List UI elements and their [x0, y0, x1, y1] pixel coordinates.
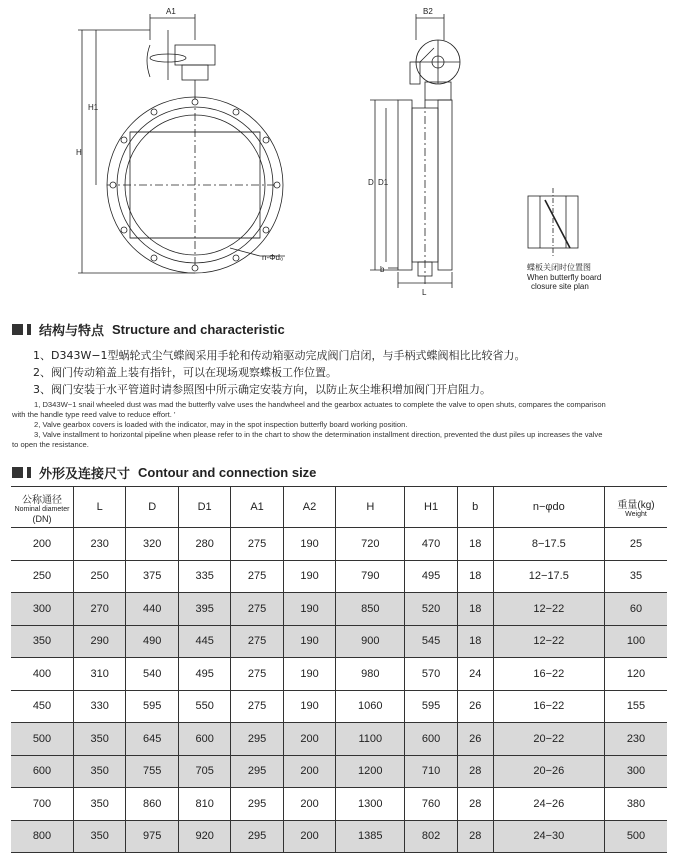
table-cell: 600: [178, 723, 230, 756]
heading-bar-icon: [27, 467, 31, 478]
table-cell: 1300: [336, 788, 405, 821]
table-cell: 720: [336, 528, 405, 561]
table-cell: 8−17.5: [493, 528, 604, 561]
table-cell: 802: [405, 820, 457, 853]
table-cell: 200: [283, 755, 335, 788]
bolt-hole-label: n-Φd₀: [262, 253, 284, 262]
table-cell: 250: [74, 560, 126, 593]
table-cell: 320: [126, 528, 178, 561]
table-cell: 190: [283, 658, 335, 691]
table-cell: 800: [11, 820, 74, 853]
table-cell: 300: [11, 593, 74, 626]
table-row: [11, 658, 667, 691]
table-cell: 1200: [336, 755, 405, 788]
table-cell: 350: [74, 788, 126, 821]
table-cell: 700: [11, 788, 74, 821]
table-cell: 850: [336, 593, 405, 626]
table-row: [11, 690, 667, 723]
table-cell: 100: [605, 625, 668, 658]
table-cell: 600: [11, 755, 74, 788]
table-cell: 275: [231, 593, 283, 626]
table-cell: 490: [126, 625, 178, 658]
table-cell: 520: [405, 593, 457, 626]
header-l: L: [74, 487, 126, 528]
table-cell: 20−26: [493, 755, 604, 788]
table-cell: 860: [126, 788, 178, 821]
table-cell: 595: [126, 690, 178, 723]
table-cell: 12−17.5: [493, 560, 604, 593]
table-cell: 755: [126, 755, 178, 788]
table-cell: 190: [283, 593, 335, 626]
table-row: [11, 593, 667, 626]
table-cell: 280: [178, 528, 230, 561]
table-cell: 710: [405, 755, 457, 788]
table-row: [11, 820, 667, 853]
table-cell: 1100: [336, 723, 405, 756]
table-cell: 275: [231, 658, 283, 691]
header-a1: A1: [231, 487, 283, 528]
point-1-en-b: with the handle type reed valve to reduce effort. ': [12, 410, 176, 419]
header-b: b: [457, 487, 493, 528]
table-cell: 230: [605, 723, 668, 756]
header-dn: 公称通径 Nominal diameter (DN): [11, 487, 74, 528]
header-h: H: [336, 487, 405, 528]
table-cell: 120: [605, 658, 668, 691]
table-cell: 545: [405, 625, 457, 658]
table-cell: 440: [126, 593, 178, 626]
table-cell: 155: [605, 690, 668, 723]
table-cell: 230: [74, 528, 126, 561]
table-cell: 705: [178, 755, 230, 788]
valve-technical-drawing: [0, 0, 676, 300]
table-cell: 190: [283, 528, 335, 561]
table-cell: 28: [457, 755, 493, 788]
table-cell: 25: [605, 528, 668, 561]
table-header-row: [11, 487, 667, 528]
table-cell: 400: [11, 658, 74, 691]
table-cell: 550: [178, 690, 230, 723]
table-cell: 20−22: [493, 723, 604, 756]
table-cell: 200: [11, 528, 74, 561]
heading-square-icon: [12, 467, 23, 478]
table-cell: 375: [126, 560, 178, 593]
heading-square-icon: [12, 324, 23, 335]
table-cell: 500: [11, 723, 74, 756]
dim-b2-label: B2: [423, 7, 433, 16]
header-weight: 重量(kg) Weight: [605, 487, 668, 528]
table-cell: 975: [126, 820, 178, 853]
table-cell: 16−22: [493, 690, 604, 723]
table-cell: 190: [283, 625, 335, 658]
table-row: [11, 723, 667, 756]
point-2-en: 2, Valve gearbox covers is loaded with the indicator, may in the spot inspection butterfly board working position.: [34, 420, 408, 429]
table-cell: 275: [231, 528, 283, 561]
dim-h-label: H: [76, 148, 82, 157]
header-bolt: n−φdo: [493, 487, 604, 528]
closure-site-plan: [528, 188, 578, 256]
table-cell: 18: [457, 593, 493, 626]
table-cell: 16−22: [493, 658, 604, 691]
table-cell: 275: [231, 625, 283, 658]
table-cell: 270: [74, 593, 126, 626]
dim-a1-label: A1: [166, 7, 176, 16]
point-2-cn: 2、阀门传动箱盖上装有指针，可以在现场观察蝶板工作位置。: [33, 366, 337, 379]
table-cell: 1060: [336, 690, 405, 723]
table-cell: 310: [74, 658, 126, 691]
table-cell: 295: [231, 788, 283, 821]
contour-title-en: Contour and connection size: [138, 465, 317, 480]
table-cell: 200: [283, 788, 335, 821]
table-cell: 450: [11, 690, 74, 723]
structure-title-en: Structure and characteristic: [112, 322, 285, 337]
point-3-en-a: 3, Valve installment to horizontal pipeline when please refer to in the chart to show the determination installment direction, prevented the dust piles up increases the valve: [34, 430, 603, 439]
side-view: [370, 14, 460, 288]
table-cell: 790: [336, 560, 405, 593]
table-cell: 495: [178, 658, 230, 691]
point-1-en-a: 1, D343W−1 snail wheeled dust was mad the butterfly valve uses the handwheel and the gearbox actuates to complete the valve to open shuts, compares the comparison: [34, 400, 606, 409]
table-cell: 350: [11, 625, 74, 658]
table-cell: 920: [178, 820, 230, 853]
table-cell: 18: [457, 560, 493, 593]
table-cell: 24−30: [493, 820, 604, 853]
front-view: [78, 14, 285, 273]
table-cell: 645: [126, 723, 178, 756]
table-row: [11, 528, 667, 561]
table-cell: 445: [178, 625, 230, 658]
dim-l-label: L: [422, 288, 427, 297]
table-cell: 295: [231, 723, 283, 756]
table-cell: 26: [457, 690, 493, 723]
table-cell: 290: [74, 625, 126, 658]
table-cell: 980: [336, 658, 405, 691]
table-cell: 275: [231, 690, 283, 723]
structure-title-cn: 结构与特点: [39, 324, 105, 339]
table-cell: 250: [11, 560, 74, 593]
contour-section-heading: [12, 463, 316, 482]
table-cell: 300: [605, 755, 668, 788]
table-cell: 12−22: [493, 593, 604, 626]
point-1-cn: 1、D343W−1型蜗轮式尘气蝶阀采用手轮和传动箱驱动完成阀门启闭，与手柄式蝶阀相比比较省力。: [33, 349, 526, 362]
table-row: [11, 625, 667, 658]
dim-d-label: D: [368, 178, 374, 187]
header-h1: H1: [405, 487, 457, 528]
table-cell: 350: [74, 723, 126, 756]
table-cell: 190: [283, 690, 335, 723]
table-cell: 60: [605, 593, 668, 626]
header-a2: A2: [283, 487, 335, 528]
table-cell: 35: [605, 560, 668, 593]
table-cell: 330: [74, 690, 126, 723]
structure-section-heading: [12, 320, 285, 339]
table-cell: 350: [74, 820, 126, 853]
closure-note-en-2: closure site plan: [531, 282, 589, 291]
contour-title-cn: 外形及连接尺寸: [39, 467, 131, 482]
table-cell: 810: [178, 788, 230, 821]
closure-note-cn: 蝶板关闭时位置图: [527, 263, 591, 272]
table-cell: 335: [178, 560, 230, 593]
table-cell: 24: [457, 658, 493, 691]
table-cell: 350: [74, 755, 126, 788]
heading-bar-icon: [27, 324, 31, 335]
structure-english-text: [12, 400, 668, 450]
table-cell: 28: [457, 820, 493, 853]
table-cell: 395: [178, 593, 230, 626]
table-cell: 18: [457, 625, 493, 658]
table-cell: 380: [605, 788, 668, 821]
header-d1: D1: [178, 487, 230, 528]
dimension-table: [11, 486, 667, 853]
table-cell: 600: [405, 723, 457, 756]
table-row: [11, 560, 667, 593]
table-cell: 570: [405, 658, 457, 691]
table-cell: 12−22: [493, 625, 604, 658]
table-cell: 200: [283, 723, 335, 756]
table-cell: 190: [283, 560, 335, 593]
dim-d1-label: D1: [378, 178, 389, 187]
table-row: [11, 755, 667, 788]
dim-b-label: b: [380, 265, 385, 274]
point-3-en-b: to open the resistance.: [12, 440, 89, 449]
header-d: D: [126, 487, 178, 528]
table-cell: 295: [231, 820, 283, 853]
table-cell: 595: [405, 690, 457, 723]
closure-note-en-1: When butterfly board: [527, 273, 602, 282]
table-cell: 500: [605, 820, 668, 853]
table-cell: 275: [231, 560, 283, 593]
dim-h1-label: H1: [88, 103, 99, 112]
table-cell: 540: [126, 658, 178, 691]
table-cell: 495: [405, 560, 457, 593]
table-cell: 760: [405, 788, 457, 821]
table-cell: 900: [336, 625, 405, 658]
table-cell: 470: [405, 528, 457, 561]
table-cell: 295: [231, 755, 283, 788]
table-row: [11, 788, 667, 821]
table-cell: 200: [283, 820, 335, 853]
table-cell: 1385: [336, 820, 405, 853]
table-cell: 28: [457, 788, 493, 821]
table-cell: 18: [457, 528, 493, 561]
point-3-cn: 3、阀门安装于水平管道时请参照图中所示确定安装方向，以防止灰尘堆积增加阀门开启阻力。: [33, 383, 491, 396]
table-cell: 26: [457, 723, 493, 756]
table-cell: 24−26: [493, 788, 604, 821]
